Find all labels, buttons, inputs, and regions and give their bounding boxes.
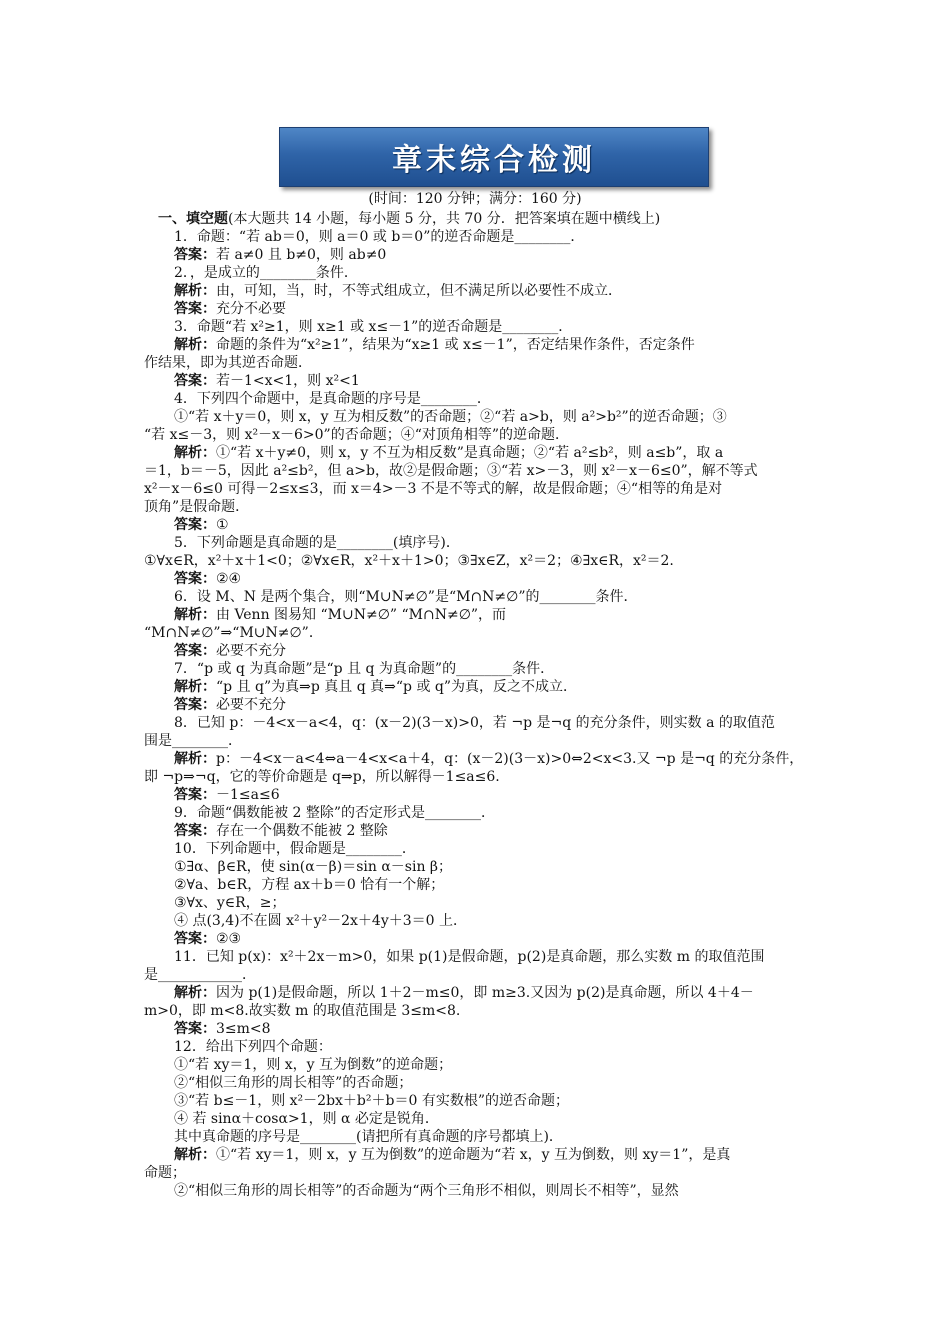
line-text: 11．已知 p(x)：x²＋2x－m>0，如果 p(1)是假命题，p(2)是真命题，那么实数 m 的取值范围	[174, 949, 765, 965]
analysis-label: 解析：	[174, 283, 216, 299]
question-line	[144, 1074, 806, 1092]
line-text: 5．下列命题是真命题的是________(填序号)．	[174, 535, 460, 551]
answer-line	[144, 786, 806, 804]
analysis-line	[144, 1146, 806, 1164]
section-instructions: (本大题共 14 小题，每小题 5 分，共 70 分．把答案填在题中横线上)	[228, 211, 661, 227]
line-text: 3≤m<8	[216, 1021, 271, 1037]
continuation-line	[144, 624, 806, 642]
line-text: 10．下列命题中，假命题是________．	[174, 841, 416, 857]
line-text: 若 a≠0 且 b≠0，则 ab≠0	[216, 247, 387, 263]
answer-line	[144, 930, 806, 948]
line-text: “若 x≤－3，则 x²－x－6>0”的否命题；④“对顶角相等”的逆命题．	[144, 427, 570, 443]
answer-label: 答案：	[174, 643, 216, 659]
chapter-title-banner	[279, 127, 709, 187]
line-text: 3．命题“若 x²≥1，则 x≥1 或 x≤－1”的逆否命题是________．	[174, 319, 573, 335]
analysis-label: 解析：	[174, 607, 216, 623]
question-line	[144, 1182, 806, 1200]
question-line	[144, 858, 806, 876]
answer-label: 答案：	[174, 1021, 216, 1037]
line-text: 2．，是成立的________条件．	[174, 265, 358, 281]
answer-label: 答案：	[174, 571, 216, 587]
answer-label: 答案：	[174, 931, 216, 947]
answer-label: 答案：	[174, 301, 216, 317]
line-text: 12．给出下列四个命题：	[174, 1039, 332, 1055]
question-line	[144, 840, 806, 858]
continuation-line	[144, 462, 806, 480]
analysis-line	[144, 750, 806, 768]
continuation-line	[144, 1164, 806, 1182]
line-text: ①“若 x＋y＝0，则 x，y 互为相反数”的否命题；②“若 a>b，则 a²>b²”的逆否命题；③	[174, 409, 727, 425]
question-line	[144, 318, 806, 336]
line-text: 9．命题“偶数能被 2 整除”的否定形式是________．	[174, 805, 496, 821]
analysis-label: 解析：	[174, 445, 216, 461]
continuation-line	[144, 966, 806, 984]
analysis-label: 解析：	[174, 337, 216, 353]
line-text: 由，可知，当，时，不等式组成立，但不满足所以必要性不成立．	[216, 283, 622, 299]
line-text: ②④	[216, 571, 242, 587]
line-text: ④ 点(3,4)不在圆 x²＋y²－2x＋4y＋3＝0 上．	[174, 913, 468, 929]
line-text: ①“若 xy＝1，则 x，y 互为倒数”的逆命题；	[174, 1057, 453, 1073]
line-text: 8．已知 p：－4<x－a<4，q：(x－2)(3－x)>0，若 ¬p 是¬q 的充分条件，则实数 a 的取值范	[174, 715, 775, 731]
answer-line	[144, 822, 806, 840]
line-text: ＝1，b＝－5，因此 a²≤b²，但 a>b，故②是假命题；③“若 x>－3，则 x²－x－6≤0”，解不等式	[144, 463, 758, 479]
line-text: 必要不充分	[216, 697, 286, 713]
question-line	[144, 264, 806, 282]
analysis-label: 解析：	[174, 1147, 216, 1163]
analysis-label: 解析：	[174, 751, 216, 767]
continuation-line	[144, 552, 806, 570]
question-line	[144, 912, 806, 930]
line-text: ②③	[216, 931, 242, 947]
line-text: 围是________．	[144, 733, 242, 749]
line-text: 作结果，即为其逆否命题．	[144, 355, 312, 371]
question-line	[144, 390, 806, 408]
line-text: ③∀x、y∈R，≥；	[174, 895, 286, 911]
line-text: “p 且 q”为真⇒p 真且 q 真⇒“p 或 q”为真，反之不成立．	[216, 679, 578, 695]
line-text: ④ 若 sinα＋cosα>1，则 α 必定是锐角．	[174, 1111, 439, 1127]
line-text: 因为 p(1)是假命题，所以 1＋2－m≤0，即 m≥3.又因为 p(2)是真命题，所以 4＋4－	[216, 985, 754, 1001]
analysis-label: 解析：	[174, 985, 216, 1001]
line-text: 1．命题：“若 ab＝0，则 a＝0 或 b＝0”的逆否命题是________．	[174, 229, 585, 245]
question-line	[144, 804, 806, 822]
line-text: ②∀a、b∈R，方程 ax＋b＝0 恰有一个解；	[174, 877, 445, 893]
answer-label: 答案：	[174, 823, 216, 839]
line-text: 即 ¬p⇒¬q，它的等价命题是 q⇒p，所以解得－1≤a≤6.	[144, 769, 500, 785]
continuation-line	[144, 768, 806, 786]
line-text: 顶角”是假命题．	[144, 499, 250, 515]
continuation-line	[144, 732, 806, 750]
answer-label: 答案：	[174, 787, 216, 803]
chapter-title: 章末综合检测	[392, 143, 596, 178]
exam-info: (时间：120 分钟；满分：160 分)	[368, 191, 582, 207]
answer-label: 答案：	[174, 517, 216, 533]
question-line	[144, 1038, 806, 1056]
line-text: 6．设 M、N 是两个集合，则“M∪N≠∅”是“M∩N≠∅”的________条件．	[174, 589, 638, 605]
continuation-line	[144, 498, 806, 516]
continuation-line	[144, 480, 806, 498]
question-line	[144, 876, 806, 894]
analysis-line	[144, 282, 806, 300]
question-line	[144, 1128, 806, 1146]
line-text: ③“若 b≤－1，则 x²－2bx＋b²＋b＝0 有实数根”的逆否命题；	[174, 1093, 569, 1109]
answer-line	[144, 516, 806, 534]
question-line	[144, 948, 806, 966]
question-line	[144, 408, 806, 426]
line-text: 充分不必要	[216, 301, 286, 317]
question-line	[144, 1110, 806, 1128]
line-text: x²－x－6≤0 可得－2≤x≤3，而 x＝4>－3 不是不等式的解，故是假命题；④“相等的角是对	[144, 481, 723, 497]
answer-line	[144, 1020, 806, 1038]
analysis-line	[144, 984, 806, 1002]
line-text: ②“相似三角形的周长相等”的否命题为“两个三角形不相似，则周长不相等”，显然	[174, 1183, 679, 1199]
continuation-line	[144, 354, 806, 372]
line-text: 4．下列四个命题中，是真命题的序号是________．	[174, 391, 491, 407]
question-line	[144, 588, 806, 606]
line-text: 命题；	[144, 1165, 186, 1181]
line-text: m>0，即 m<8.故实数 m 的取值范围是 3≤m<8.	[144, 1003, 461, 1019]
line-text: 存在一个偶数不能被 2 整除	[216, 823, 388, 839]
line-text: 必要不充分	[216, 643, 286, 659]
continuation-line	[144, 1002, 806, 1020]
answer-line	[144, 570, 806, 588]
answer-line	[144, 246, 806, 264]
question-line	[144, 1092, 806, 1110]
answer-line	[144, 696, 806, 714]
line-text: ②“相似三角形的周长相等”的否命题；	[174, 1075, 413, 1091]
answer-line	[144, 300, 806, 318]
section-label: 一、填空题	[158, 211, 228, 227]
line-text: “M∩N≠∅”⇒“M∪N≠∅”．	[144, 625, 323, 641]
question-line	[144, 1056, 806, 1074]
line-text: ①∃α、β∈R，使 sin(α－β)＝sin α－sin β；	[174, 859, 453, 875]
question-line	[144, 534, 806, 552]
line-text: －1≤a≤6	[216, 787, 280, 803]
answer-line	[144, 372, 806, 390]
section-heading	[144, 210, 806, 228]
analysis-line	[144, 606, 806, 624]
line-text: ①“若 xy＝1，则 x，y 互为倒数”的逆命题为“若 x，y 互为倒数，则 xy＝1”，是真	[216, 1147, 731, 1163]
line-text: 其中真命题的序号是________(请把所有真命题的序号都填上)．	[174, 1129, 563, 1145]
line-text: 由 Venn 图易知 “M∪N≠∅” “M∩N≠∅”，而	[216, 607, 507, 623]
answer-label: 答案：	[174, 247, 216, 263]
analysis-label: 解析：	[174, 679, 216, 695]
analysis-line	[144, 678, 806, 696]
line-text: 若－1<x<1，则 x²<1	[216, 373, 360, 389]
line-text: ①“若 x＋y≠0，则 x，y 不互为相反数”是真命题；②“若 a²≤b²，则 a≤b”，取 a	[216, 445, 724, 461]
answer-line	[144, 642, 806, 660]
document-body	[144, 210, 806, 1200]
answer-label: 答案：	[174, 373, 216, 389]
line-text: p：－4<x－a<4⇔a－4<x<a＋4，q：(x－2)(3－x)>0⇔2<x<3.又 ¬p 是¬q 的充分条件，	[216, 751, 804, 767]
analysis-line	[144, 444, 806, 462]
line-text: ①	[216, 517, 229, 533]
line-text: 7．“p 或 q 为真命题”是“p 且 q 为真命题”的________条件．	[174, 661, 555, 677]
question-line	[144, 228, 806, 246]
line-text: 命题的条件为“x²≥1”，结果为“x≥1 或 x≤－1”，否定结果作条件，否定条件	[216, 337, 695, 353]
answer-label: 答案：	[174, 697, 216, 713]
line-text: 是____________．	[144, 967, 256, 983]
continuation-line	[144, 426, 806, 444]
question-line	[144, 714, 806, 732]
analysis-line	[144, 336, 806, 354]
question-line	[144, 894, 806, 912]
question-line	[144, 660, 806, 678]
question-lines	[144, 228, 806, 1200]
line-text: ①∀x∈R，x²＋x＋1<0；②∀x∈R，x²＋x＋1>0；③∃x∈Z，x²＝2；④∃x∈R，x²＝2.	[144, 553, 674, 569]
